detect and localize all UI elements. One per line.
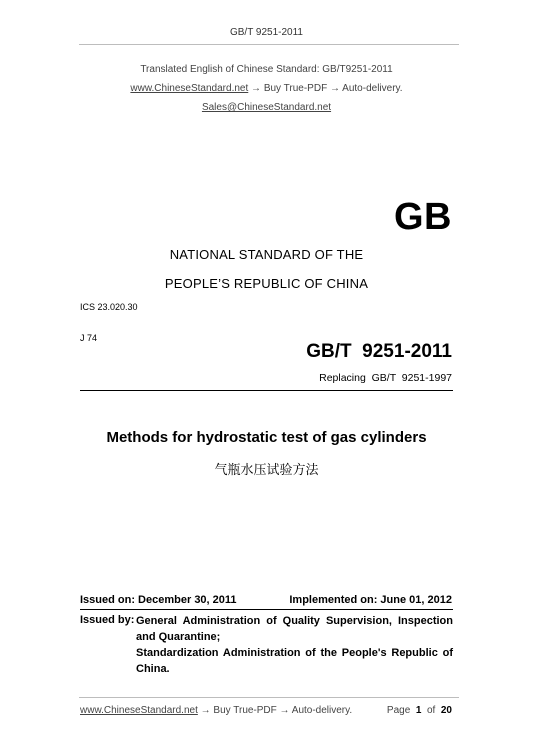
page-of: of [426,705,436,716]
standard-number: GB/T 9251-2011 [306,341,452,362]
title-chinese: 气瓶水压试验方法 [214,463,319,478]
page-indicator [387,705,452,716]
email-link[interactable]: Sales@ChineseStandard.net [201,102,332,113]
footer-purchase-line [80,705,352,716]
title-english: Methods for hydrostatic test of gas cylinders [106,429,427,446]
national-standard-line-2: PEOPLE’S REPUBLIC OF CHINA [164,276,369,291]
running-header: GB/T 9251-2011 [229,27,303,38]
replacing-note: Replacing GB/T 9251-1997 [319,372,452,384]
header-divider [79,44,459,45]
issued-on-date: Issued on: December 30, 2011 [80,594,237,606]
page-label: Page [386,705,411,716]
issuer-sac: Standardization Administration of the People's Republic of China. [136,647,453,675]
footer-site-link[interactable]: www.ChineseStandard.net [80,705,198,716]
footer-divider [79,697,459,698]
footer-purchase-text: → Buy True-PDF → Auto-delivery. [197,705,353,716]
implemented-on-date: Implemented on: June 01, 2012 [289,594,452,606]
ccs-code: J 74 [80,333,98,343]
ics-code: ICS 23.020.30 [80,302,138,312]
issuer-gaqsiq: General Administration of Quality Supervision, Inspection and Quarantine; [136,615,453,643]
title-divider [80,390,453,391]
site-link[interactable]: www.ChineseStandard.net [130,83,249,94]
issued-by-label: Issued by: [80,614,135,626]
email-line [0,102,533,113]
gb-mark: GB [394,196,452,238]
page-current: 1 [415,705,422,716]
purchase-text: → Buy True-PDF → Auto-delivery. [248,83,403,94]
page-total: 20 [440,705,452,716]
purchase-line [0,83,533,94]
translation-notice: Translated English of Chinese Standard: GB/T9251-2011 [140,64,393,75]
issue-divider [80,609,453,610]
national-standard-line-1: NATIONAL STANDARD OF THE [169,247,364,262]
